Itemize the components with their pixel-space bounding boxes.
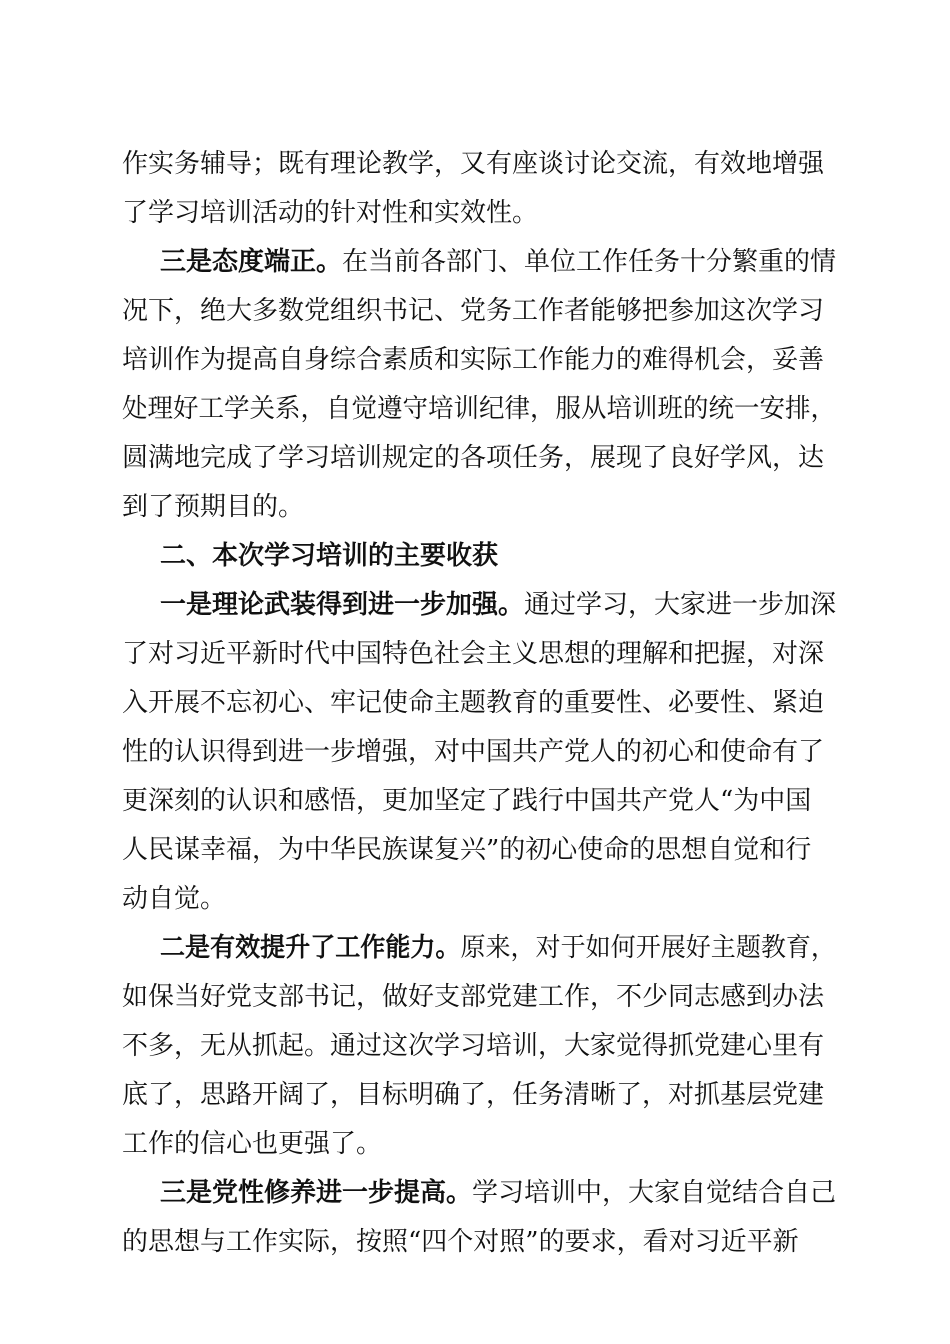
line-text: 人民谋幸福，为中华民族谋复兴”的初心使命的思想自觉和行 — [122, 835, 812, 865]
line-text: 更深刻的认识和感悟，更加坚定了践行中国共产党人“为中国 — [122, 786, 812, 816]
text-line — [122, 728, 950, 776]
line-text: 学习培训中，大家自觉结合自己 — [472, 1178, 837, 1208]
text-line — [122, 1218, 950, 1266]
paragraph-1-start — [160, 581, 950, 629]
text-line — [122, 1120, 950, 1168]
line-text: 作实务辅导；既有理论教学，又有座谈讨论交流，有效地增强 — [122, 149, 825, 179]
line-text: 培训作为提高自身综合素质和实际工作能力的难得机会，妥善 — [122, 345, 825, 375]
line-text: 到了预期目的。 — [122, 492, 305, 522]
text-line — [122, 385, 950, 433]
paragraph-lead: 三是党性修养进一步提高。 — [160, 1178, 473, 1208]
line-text: 况下，绝大多数党组织书记、党务工作者能够把参加这次学习 — [122, 296, 825, 326]
paragraph-lead: 三是态度端正。 — [160, 247, 343, 277]
line-text: 了学习培训活动的针对性和实效性。 — [122, 198, 539, 228]
line-text: 通过学习，大家进一步加深 — [524, 590, 837, 620]
text-line — [122, 287, 950, 335]
text-line — [122, 1022, 950, 1070]
section-heading-text: 二、本次学习培训的主要收获 — [160, 541, 499, 571]
line-text: 在当前各部门、单位工作任务十分繁重的情 — [342, 247, 837, 277]
text-line — [122, 630, 950, 678]
text-line — [122, 434, 950, 482]
line-text: 性的认识得到进一步增强，对中国共产党人的初心和使命有了 — [122, 737, 825, 767]
paragraph-3-start — [160, 238, 950, 286]
text-line — [122, 973, 950, 1021]
text-line — [122, 826, 950, 874]
line-text: 入开展不忘初心、牢记使命主题教育的重要性、必要性、紧迫 — [122, 688, 825, 718]
line-text: 了对习近平新时代中国特色社会主义思想的理解和把握，对深 — [122, 639, 825, 669]
line-text: 圆满地完成了学习培训规定的各项任务，展现了良好学风，达 — [122, 443, 825, 473]
paragraph-3b-start — [160, 1169, 950, 1217]
paragraph-2-start — [160, 924, 950, 972]
line-text: 处理好工学关系，自觉遵守培训纪律，服从培训班的统一安排， — [122, 394, 836, 424]
paragraph-lead: 一是理论武装得到进一步加强。 — [160, 590, 525, 620]
text-line — [122, 679, 950, 727]
line-text: 原来，对于如何开展好主题教育， — [460, 933, 836, 963]
text-line — [122, 140, 950, 188]
text-line — [122, 1071, 950, 1119]
line-text: 动自觉。 — [122, 884, 227, 914]
line-text: 工作的信心也更强了。 — [122, 1129, 383, 1159]
section-heading — [160, 532, 950, 580]
text-line — [122, 777, 950, 825]
line-text: 底了，思路开阔了，目标明确了，任务清晰了，对抓基层党建 — [122, 1080, 825, 1110]
paragraph-lead: 二是有效提升了工作能力。 — [160, 933, 461, 963]
line-text: 如保当好党支部书记，做好支部党建工作，不少同志感到办法 — [122, 982, 825, 1012]
text-line — [122, 483, 950, 531]
line-text: 不多，无从抓起。通过这次学习培训，大家觉得抓党建心里有 — [122, 1031, 825, 1061]
text-line — [122, 189, 950, 237]
text-line — [122, 336, 950, 384]
text-line — [122, 875, 950, 923]
line-text: 的思想与工作实际，按照“四个对照”的要求，看对习近平新 — [122, 1227, 799, 1257]
